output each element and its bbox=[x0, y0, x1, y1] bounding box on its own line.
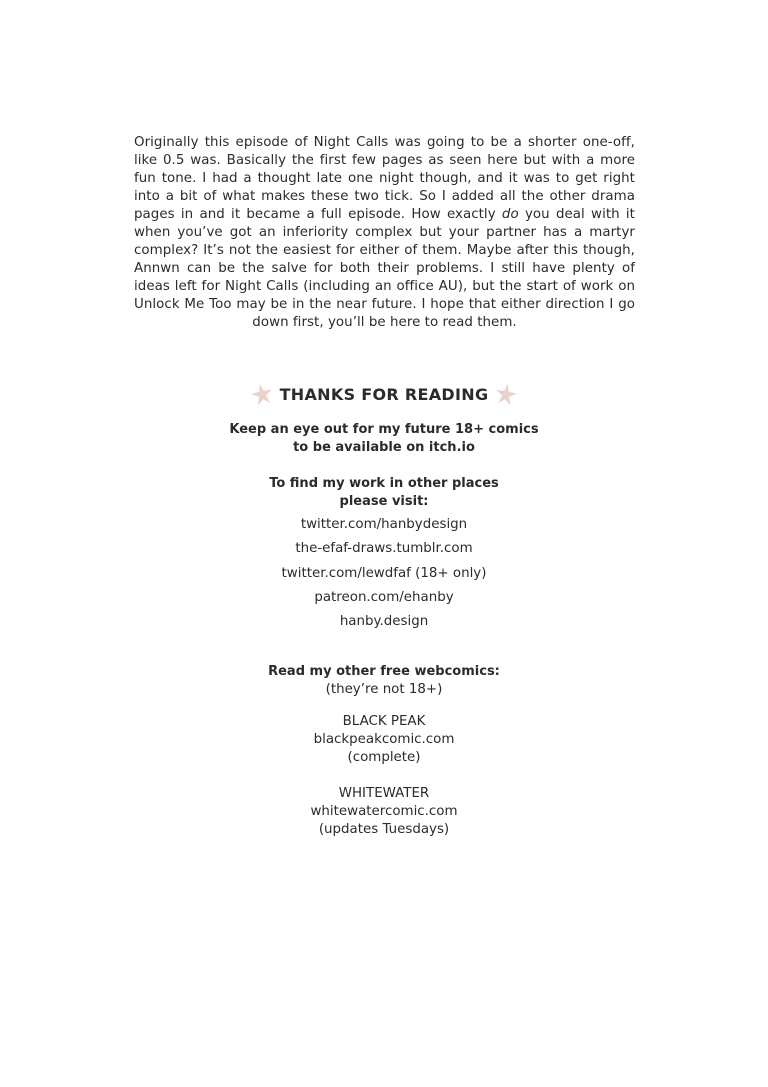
star-icon bbox=[494, 382, 518, 406]
comic-black-peak bbox=[0, 713, 768, 767]
link-twitter-lewdfaf[interactable]: twitter.com/lewdfaf (18+ only) bbox=[281, 565, 487, 581]
afterword-paragraph bbox=[134, 134, 635, 332]
comic-whitewater bbox=[0, 785, 768, 839]
link-hanby-design[interactable]: hanby.design bbox=[339, 614, 429, 630]
afterword-text-part1: Originally this episode of Night Calls was going to be a shorter one-off, like 0.5 was. Basically the first few pages as seen here but with a more fun tone. I had a thought late one night though, and it was to get right into a bit of what makes these two tick. So I added all the other drama pages in and it became a full episode. How exactly bbox=[134, 135, 635, 222]
comic-url[interactable]: blackpeakcomic.com bbox=[313, 732, 455, 747]
find-work-heading bbox=[0, 475, 768, 511]
future-line-1: Keep an eye out for my future 18+ comics bbox=[229, 422, 539, 437]
future-comics-notice bbox=[0, 421, 768, 457]
comic-title: WHITEWATER bbox=[338, 786, 430, 801]
afterword-text-part2: you deal with it when you’ve got an inferiority complex but your partner has a martyr complex? It’s not the easiest for either of them. Maybe after this though, Annwn can be the salve for both their problems. I still have plenty of ideas left for Night Calls (including an office AU), but the start of work on Unlock Me Too may be in the near future. I hope that either direction I go down first, you’ll be here to read them. bbox=[134, 207, 635, 330]
thanks-title: THANKS FOR READING bbox=[279, 384, 489, 404]
future-line-2: to be available on itch.io bbox=[293, 440, 475, 455]
afterword-emphasis: do bbox=[501, 207, 519, 222]
webcomics-note: (they’re not 18+) bbox=[325, 682, 443, 697]
link-tumblr[interactable]: the-efaf-draws.tumblr.com bbox=[295, 541, 473, 557]
link-twitter-hanbydesign[interactable]: twitter.com/hanbydesign bbox=[300, 517, 468, 532]
find-line-2: please visit: bbox=[339, 494, 429, 509]
comic-url[interactable]: whitewatercomic.com bbox=[310, 804, 458, 819]
comic-title: BLACK PEAK bbox=[342, 714, 426, 729]
webcomics-heading bbox=[0, 663, 768, 699]
link-patreon[interactable]: patreon.com/ehanby bbox=[314, 589, 454, 605]
find-line-1: To find my work in other places bbox=[269, 476, 499, 491]
thanks-heading bbox=[0, 381, 768, 407]
comic-status: (complete) bbox=[347, 750, 421, 765]
comic-status: (updates Tuesdays) bbox=[318, 822, 450, 837]
webcomics-title: Read my other free webcomics: bbox=[268, 664, 500, 679]
links-list bbox=[0, 513, 768, 634]
star-icon bbox=[250, 382, 274, 406]
